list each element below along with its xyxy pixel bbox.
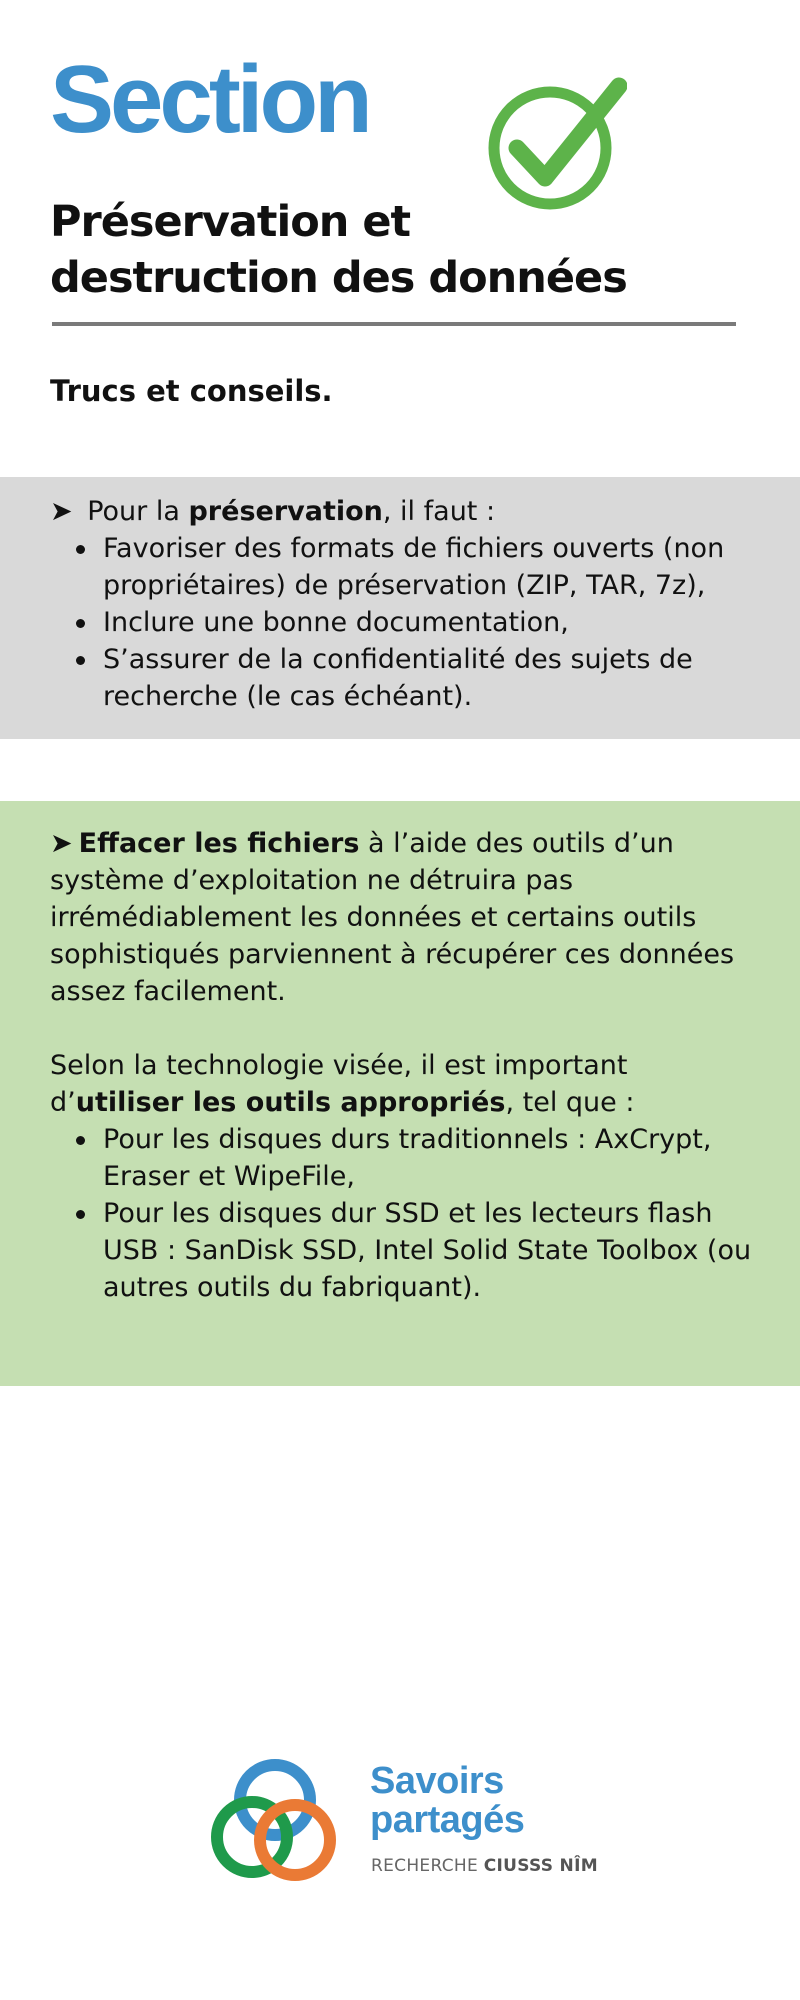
- subtitle-line-2: destruction des données: [50, 253, 627, 303]
- list-item: Favoriser des formats de fichiers ouverts (non propriétaires) de préservation (ZIP, TAR, 7z),: [50, 530, 760, 604]
- list-item: S’assurer de la confidentialité des sujets de recherche (le cas échéant).: [50, 641, 760, 715]
- tools-list: [50, 1121, 760, 1306]
- check-icon: [487, 76, 627, 211]
- preservation-keyword: préservation: [188, 496, 383, 527]
- destruction-keyword: Effacer les fichiers: [78, 828, 360, 859]
- page-subtitle: [50, 194, 750, 306]
- savoirs-partages-logo-icon: [208, 1752, 348, 1887]
- logo-wordmark: Savoirs partagés: [370, 1760, 525, 1841]
- arrow-icon: ➤: [50, 828, 73, 859]
- preservation-list: [50, 530, 760, 715]
- destruction-paragraph-1: ➤ Effacer les fichiers à l’aide des outils d’un système d’exploitation ne détruira pas irrémédiablement les données et certains outils sophistiqués parviennent à récupérer ces données assez facilement.: [50, 828, 735, 1007]
- tools-keyword: utiliser les outils appropriés: [75, 1087, 506, 1118]
- preservation-intro: ➤ Pour la préservation, il faut :: [50, 496, 496, 527]
- section-title: Section: [50, 46, 369, 153]
- list-item: Pour les disques dur SSD et les lecteurs flash USB : SanDisk SSD, Intel Solid State Toolbox (ou autres outils du fabriquant).: [50, 1195, 760, 1306]
- destruction-paragraph-2: Selon la technologie visée, il est important d’utiliser les outils appropriés, tel que :: [50, 1050, 635, 1118]
- preservation-panel: [0, 477, 800, 739]
- destruction-panel: [0, 801, 800, 1386]
- arrow-icon: ➤: [50, 496, 73, 527]
- list-item: Pour les disques durs traditionnels : AxCrypt, Eraser et WipeFile,: [50, 1121, 760, 1195]
- logo-tagline: RECHERCHE CIUSSS NÎM: [371, 1856, 598, 1876]
- header-divider: [52, 322, 736, 326]
- tips-heading: Trucs et conseils.: [50, 374, 333, 408]
- subtitle-line-1: Préservation et: [50, 197, 411, 247]
- list-item: Inclure une bonne documentation,: [50, 604, 760, 641]
